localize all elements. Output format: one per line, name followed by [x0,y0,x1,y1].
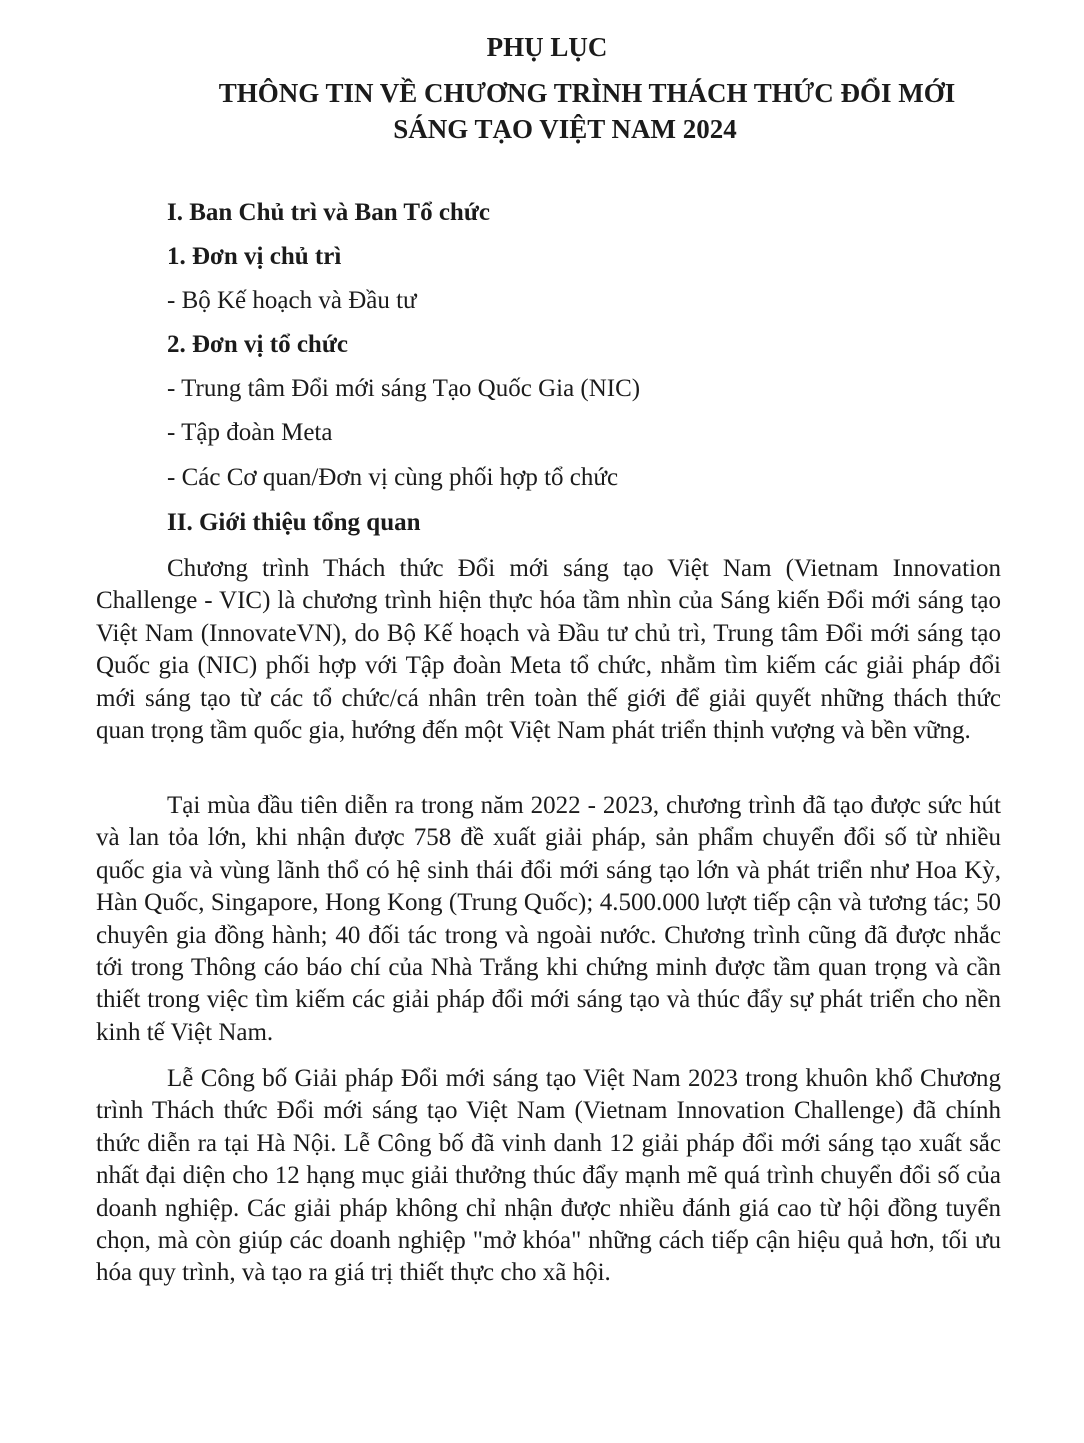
overview-paragraph-2: Tại mùa đầu tiên diễn ra trong năm 2022 - 2023, chương trình đã tạo được sức hút và lan tỏa lớn, khi nhận được 758 đề xuất giải pháp, sản phẩm chuyển đổi số từ nhiều quốc gia và vùng lãnh thổ có hệ sinh thái đổi mới sáng tạo lớn và phát triển như Hoa Kỳ, Hàn Quốc, Singapore, Hong Kong (Trung Quốc); 4.500.000 lượt tiếp cận và tương tác; 50 chuyên gia đồng hành; 40 đối tác trong và ngoài nước. Chương trình cũng đã được nhắc tới trong Thông cáo báo chí của Nhà Trắng khi chứng minh được tầm quan trọng và cần thiết trong việc tìm kiếm các giải pháp đổi mới sáng tạo và thúc đẩy sự phát triển cho nền kinh tế Việt Nam. [96,792,1001,1046]
organizer-item-partners: - Các Cơ quan/Đơn vị cùng phối hợp tổ chức [167,464,619,491]
document-title-line-1: THÔNG TIN VỀ CHƯƠNG TRÌNH THÁCH THỨC ĐỔI MỚI [218,78,956,108]
overview-paragraph-3: Lễ Công bố Giải pháp Đổi mới sáng tạo Việt Nam 2023 trong khuôn khổ Chương trình Thách thức Đổi mới sáng tạo Việt Nam (Vietnam Innovation Challenge) đã chính thức diễn ra tại Hà Nội. Lễ Công bố đã vinh danh 12 giải pháp đổi mới sáng tạo xuất sắc nhất đại diện cho 12 hạng mục giải thưởng thúc đẩy mạnh mẽ quá trình chuyển đổi số của doanh nghiệp. Các giải pháp không chỉ nhận được nhiều đánh giá cao từ hội đồng tuyển chọn, mà còn giúp các doanh nghiệp "mở khóa" những cách tiếp cận hiệu quả hơn, tối ưu hóa quy trình, và tạo ra giá trị thiết thực cho xã hội. [96,1065,1001,1287]
appendix-title: PHỤ LỤC [486,32,608,62]
host-item: - Bộ Kế hoạch và Đầu tư [167,287,417,314]
section-2-heading: II. Giới thiệu tổng quan [167,509,421,536]
subsection-organizer-heading: 2. Đơn vị tổ chức [167,331,348,358]
document-title-line-2: SÁNG TẠO VIỆT NAM 2024 [393,114,737,144]
subsection-host-heading: 1. Đơn vị chủ trì [167,243,342,270]
overview-paragraph-1: Chương trình Thách thức Đổi mới sáng tạo Việt Nam (Vietnam Innovation Challenge - VIC) là chương trình hiện thực hóa tầm nhìn của Sáng kiến Đổi mới sáng tạo Việt Nam (InnovateVN), do Bộ Kế hoạch và Đầu tư chủ trì, Trung tâm Đổi mới sáng tạo Quốc gia (NIC) phối hợp với Tập đoàn Meta tổ chức, nhằm tìm kiếm các giải pháp đổi mới sáng tạo từ các tổ chức/cá nhân trên toàn thế giới để giải quyết những thách thức quan trọng tầm quốc gia, hướng đến một Việt Nam phát triển thịnh vượng và bền vững. [96,555,1001,745]
organizer-item-meta: - Tập đoàn Meta [167,419,333,446]
organizer-item-nic: - Trung tâm Đổi mới sáng Tạo Quốc Gia (NIC) [167,375,641,402]
section-1-heading: I. Ban Chủ trì và Ban Tổ chức [167,199,490,226]
